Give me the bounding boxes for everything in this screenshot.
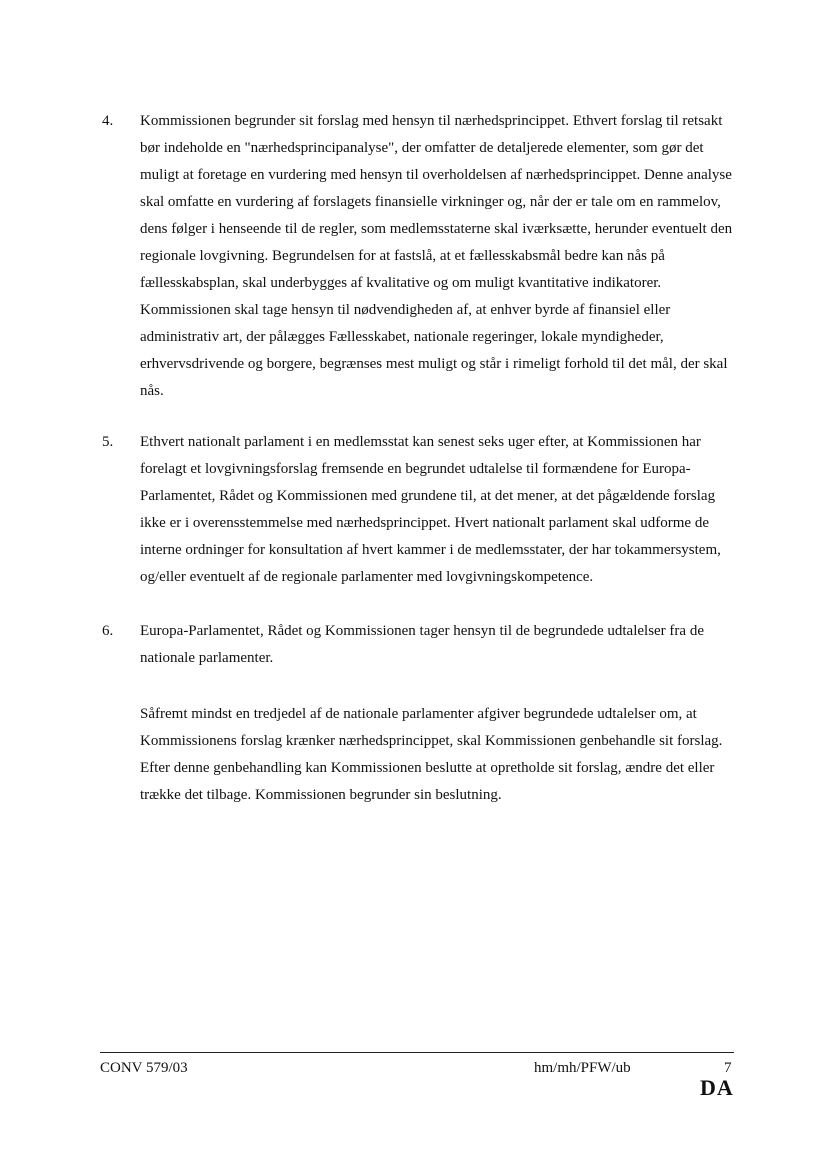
numbered-item-4 bbox=[102, 108, 742, 405]
footer-divider bbox=[100, 1052, 734, 1053]
numbered-item-5 bbox=[102, 429, 742, 591]
item-number: 6. bbox=[102, 623, 114, 639]
item-text: Ethvert nationalt parlament i en medlemsstat kan senest seks uger efter, at Kommissionen har forelagt et lovgivningsforslag fremsende en begrundet udtalelse til formændene for Europa-Parlamentet, Rådet og Kommissionen med grundene til, at det mener, at det pågældende forslag ikke er i overensstemmelse med nærhedsprincippet. Hvert nationalt parlament skal udforme de interne ordninger for konsultation af hvert kammer i de medlemsstater, der har tokammersystem, og/eller eventuelt af de regionale parlamenter med lovgivningskompetence. bbox=[140, 434, 721, 585]
item-text: Kommissionen begrunder sit forslag med hensyn til nærhedsprincippet. Ethvert forslag til retsakt bør indeholde en "nærhedsprincipanalyse", der omfatter de detaljerede elementer, som gør det muligt at foretage en vurdering med hensyn til overholdelsen af nærhedsprincippet. Denne analyse skal omfatte en vurdering af forslagets finansielle virkninger og, når der er tale om en rammelov, dens følger i henseende til de regler, som medlemsstaterne skal iværksætte, herunder eventuelt den regionale lovgivning. Begrundelsen for at fastslå, at et fællesskabsmål bedre kan nås på fællesskabsplan, skal underbygges af kvalitative og om muligt kvantitative indikatorer. Kommissionen skal tage hensyn til nødvendigheden af, at enhver byrde af finansiel eller administrativ art, der pålægges Fællesskabet, nationale regeringer, lokale myndigheder, erhvervsdrivende og borgere, begrænses mest muligt og står i rimeligt forhold til det mål, der skal nås. bbox=[140, 113, 733, 399]
item-text: Europa-Parlamentet, Rådet og Kommissionen tager hensyn til de begrundede udtalelser fra de nationale parlamenter. bbox=[140, 623, 704, 666]
footer-doc-ref: CONV 579/03 bbox=[100, 1060, 188, 1076]
footer-page-number: 7 bbox=[724, 1060, 732, 1076]
body-paragraph: Såfremt mindst en tredjedel af de nationale parlamenter afgiver begrundede udtalelser om, at Kommissionens forslag krænker nærhedsprincippet, skal Kommissionen genbehandle sit forslag. Efter denne genbehandling kan Kommissionen beslutte at opretholde sit forslag, ændre det eller trække det tilbage. Kommissionen begrunder sin beslutning. bbox=[140, 706, 723, 803]
footer-language-code: DA bbox=[700, 1075, 734, 1100]
item-number: 4. bbox=[102, 113, 114, 129]
footer-initials: hm/mh/PFW/ub bbox=[534, 1060, 631, 1076]
item-number: 5. bbox=[102, 434, 114, 450]
numbered-item-6 bbox=[102, 618, 742, 672]
